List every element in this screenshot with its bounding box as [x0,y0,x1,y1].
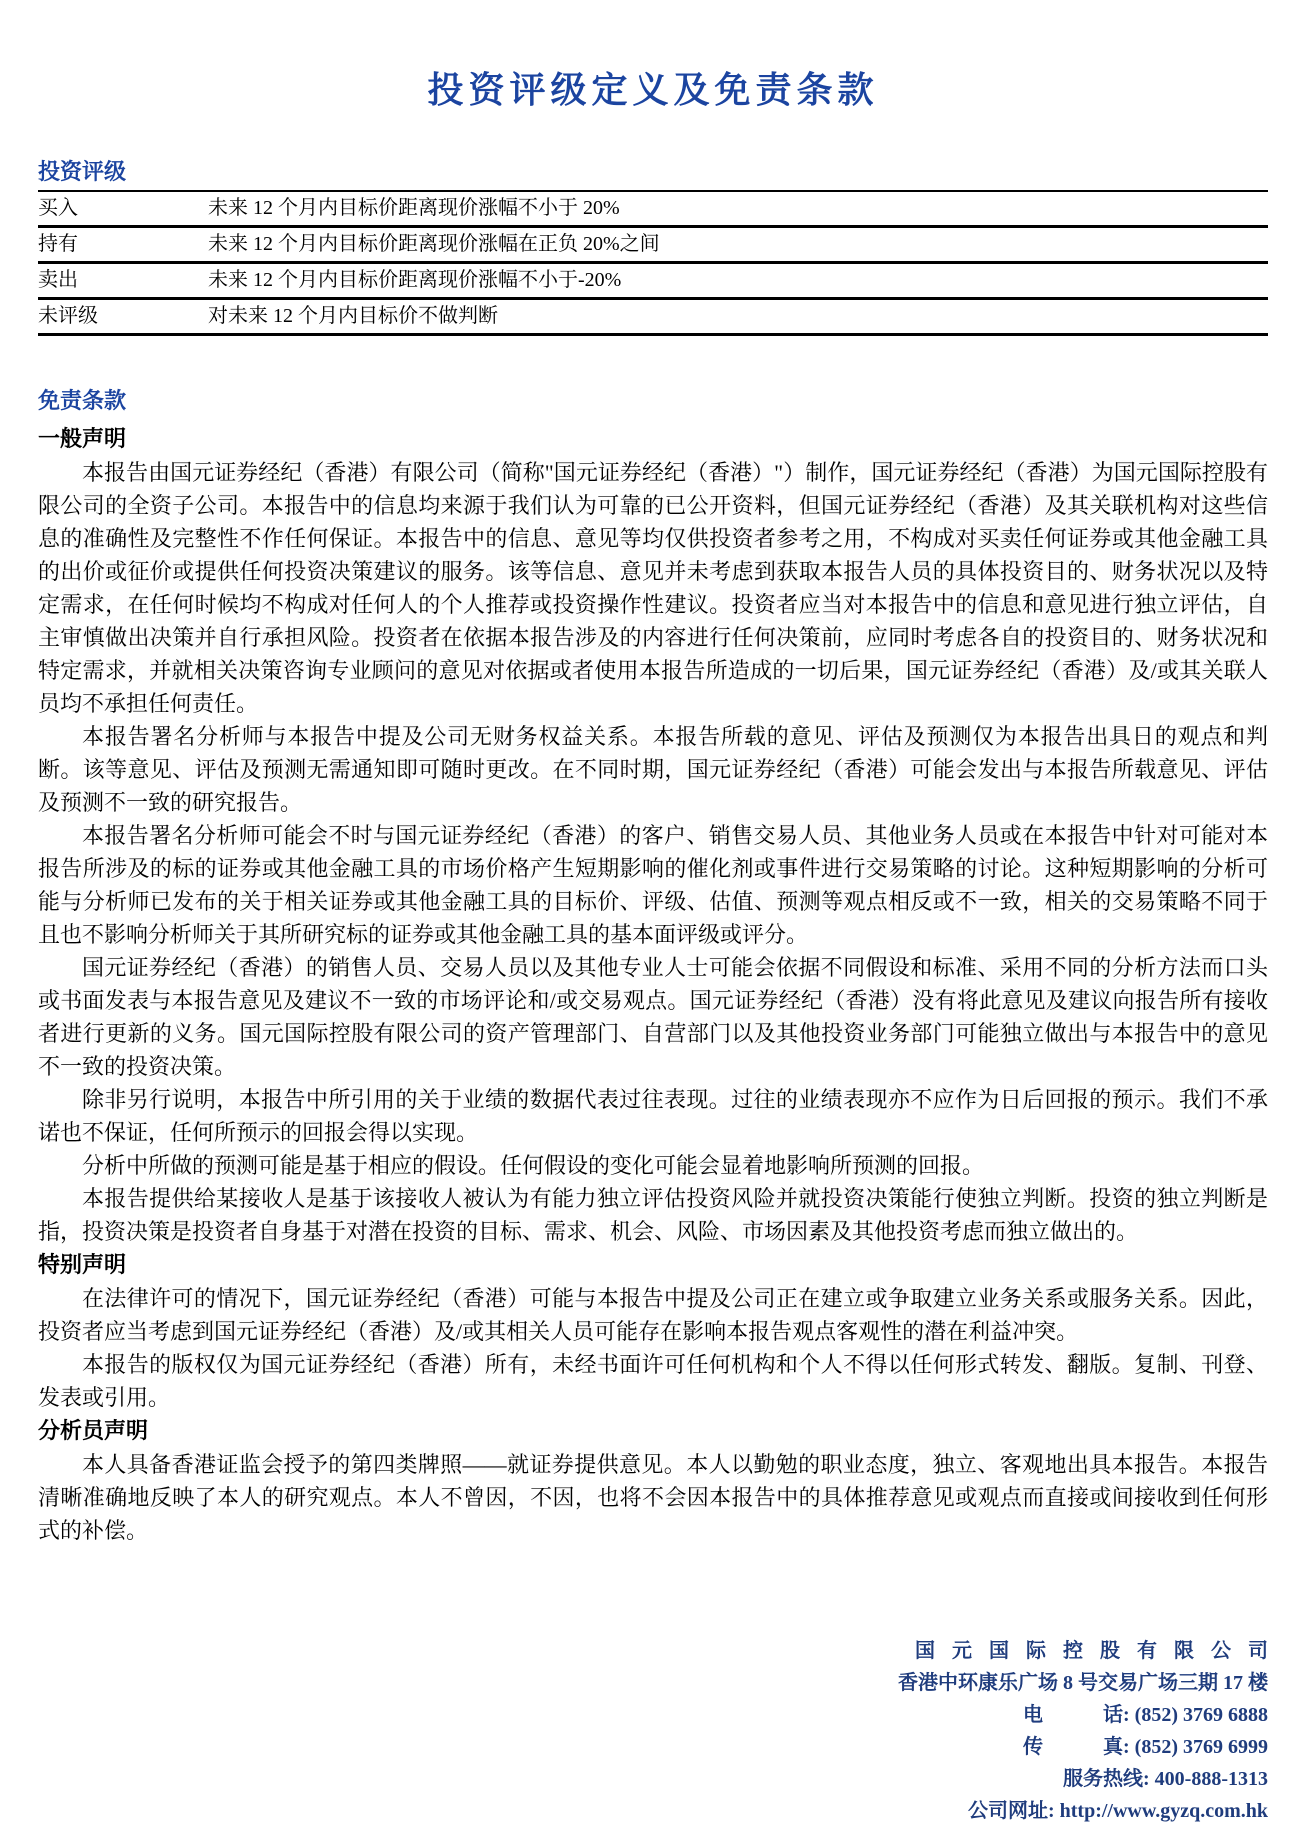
general-statement-heading: 一般声明 [38,426,127,451]
hotline-line: 服务热线: 400-888-1313 [1063,1768,1268,1790]
disclaimer-paragraph: 本报告由国元证券经纪（香港）有限公司（简称"国元证券经纪（香港）"）制作，国元证券经纪（香港）为国元国际控股有限公司的全资子公司。本报告中的信息均来源于我们认为可靠的已公开资料，但国元证券经纪（香港）及其关联机构对这些信息的准确性及完整性不作任何保证。本报告中的信息、意见等均仅供投资者参考之用，不构成对买卖任何证券或其他金融工具的出价或征价或提供任何投资决策建议的服务。该等信息、意见并未考虑到获取本报告人员的具体投资目的、财务状况以及特定需求，在任何时候均不构成对任何人的个人推荐或投资操作性建议。投资者应当对本报告中的信息和意见进行独立评估，自主审慎做出决策并自行承担风险。投资者在依据本报告涉及的内容进行任何决策前，应同时考虑各自的投资目的、财务状况和特定需求，并就相关决策咨询专业顾问的意见对依据或者使用本报告所造成的一切后果，国元证券经纪（香港）及/或其关联人员均不承担任何责任。 [38,460,1268,716]
disclaimer-paragraph: 本报告提供给某接收人是基于该接收人被认为有能力独立评估投资风险并就投资决策能行使独立判断。投资的独立判断是指，投资决策是投资者自身基于对潜在投资的目标、需求、机会、风险、市场因素及其他投资考虑而独立做出的。 [38,1186,1268,1244]
rating-label: 买入 [38,197,78,219]
page-title: 投资评级定义及免责条款 [427,70,879,110]
disclaimer-paragraph: 本报告署名分析师可能会不时与国元证券经纪（香港）的客户、销售交易人员、其他业务人员或在本报告中针对可能对本报告所涉及的标的证券或其他金融工具的市场价格产生短期影响的催化剂或事件进行交易策略的讨论。这种短期影响的分析可能与分析师已发布的关于相关证券或其他金融工具的目标价、评级、估值、预测等观点相反或不一致，相关的交易策略不同于且也不影响分析师关于其所研究标的证券或其他金融工具的基本面评级或评分。 [38,823,1268,947]
website-line [898,1795,1268,1827]
rating-label: 持有 [38,233,78,255]
disclaimer-paragraph: 国元证券经纪（香港）的销售人员、交易人员以及其他专业人士可能会依据不同假设和标准、采用不同的分析方法而口头或书面发表与本报告意见及建议不一致的市场评论和/或交易观点。国元证券经纪（香港）没有将此意见及建议向报告所有接收者进行更新的义务。国元国际控股有限公司的资产管理部门、自营部门以及其他投资业务部门可能独立做出与本报告中的意见不一致的投资决策。 [38,955,1268,1079]
special-statement-heading: 特别声明 [38,1252,127,1277]
rating-row [38,228,1268,264]
analyst-statement-heading: 分析员声明 [38,1418,149,1443]
rating-label: 卖出 [38,269,78,291]
company-address: 香港中环康乐广场 8 号交易广场三期 17 楼 [898,1672,1268,1694]
rating-section [38,159,1268,336]
website-label: 公司网址: [967,1800,1060,1822]
disclaimer-paragraph: 本人具备香港证监会授予的第四类牌照——就证券提供意见。本人以勤勉的职业态度，独立、客观地出具本报告。本报告清晰准确地反映了本人的研究观点。本人不曾因，不因，也将不会因本报告中的具体推荐意见或观点而直接或间接收到任何形式的补偿。 [38,1452,1268,1543]
rating-table [38,192,1268,336]
rating-description: 对未来 12 个月内目标价不做判断 [208,305,498,327]
disclaimer-paragraph: 在法律许可的情况下，国元证券经纪（香港）可能与本报告中提及公司正在建立或争取建立业务关系或服务关系。因此，投资者应当考虑到国元证券经纪（香港）及/或其相关人员可能存在影响本报告观点客观性的潜在利益冲突。 [38,1286,1268,1344]
disclaimer-section-title: 免责条款 [38,388,127,413]
rating-label: 未评级 [38,305,98,327]
rating-row [38,264,1268,300]
rating-description: 未来 12 个月内目标价距离现价涨幅不小于 20% [208,197,620,219]
disclaimer-paragraph: 本报告署名分析师与本报告中提及公司无财务权益关系。本报告所载的意见、评估及预测仅为本报告出具日的观点和判断。该等意见、评估及预测无需通知即可随时更改。在不同时期，国元证券经纪（香港）可能会发出与本报告所载意见、评估及预测不一致的研究报告。 [38,724,1268,815]
rating-description: 未来 12 个月内目标价距离现价涨幅不小于-20% [208,269,622,291]
fax-line: 传 真: (852) 3769 6999 [1023,1736,1268,1758]
disclaimer-paragraph: 分析中所做的预测可能是基于相应的假设。任何假设的变化可能会显着地影响所预测的回报。 [82,1153,985,1178]
disclaimer-paragraph: 本报告的版权仅为国元证券经纪（香港）所有，未经书面许可任何机构和个人不得以任何形式转发、翻版。复制、刊登、发表或引用。 [38,1352,1268,1410]
rating-description: 未来 12 个月内目标价距离现价涨幅在正负 20%之间 [208,233,660,255]
website-link[interactable]: http://www.gyzq.com.hk [1059,1800,1268,1822]
rating-row [38,300,1268,336]
phone-line: 电 话: (852) 3769 6888 [1023,1704,1268,1726]
rating-row [38,192,1268,228]
company-footer [898,1635,1285,1827]
disclaimer-section [38,386,1268,1547]
company-name: 国元国际控股有限公司 [915,1640,1285,1662]
disclaimer-paragraph: 除非另行说明，本报告中所引用的关于业绩的数据代表过往表现。过往的业绩表现亦不应作为日后回报的预示。我们不承诺也不保证，任何所预示的回报会得以实现。 [38,1087,1268,1145]
rating-section-title: 投资评级 [38,159,1268,192]
